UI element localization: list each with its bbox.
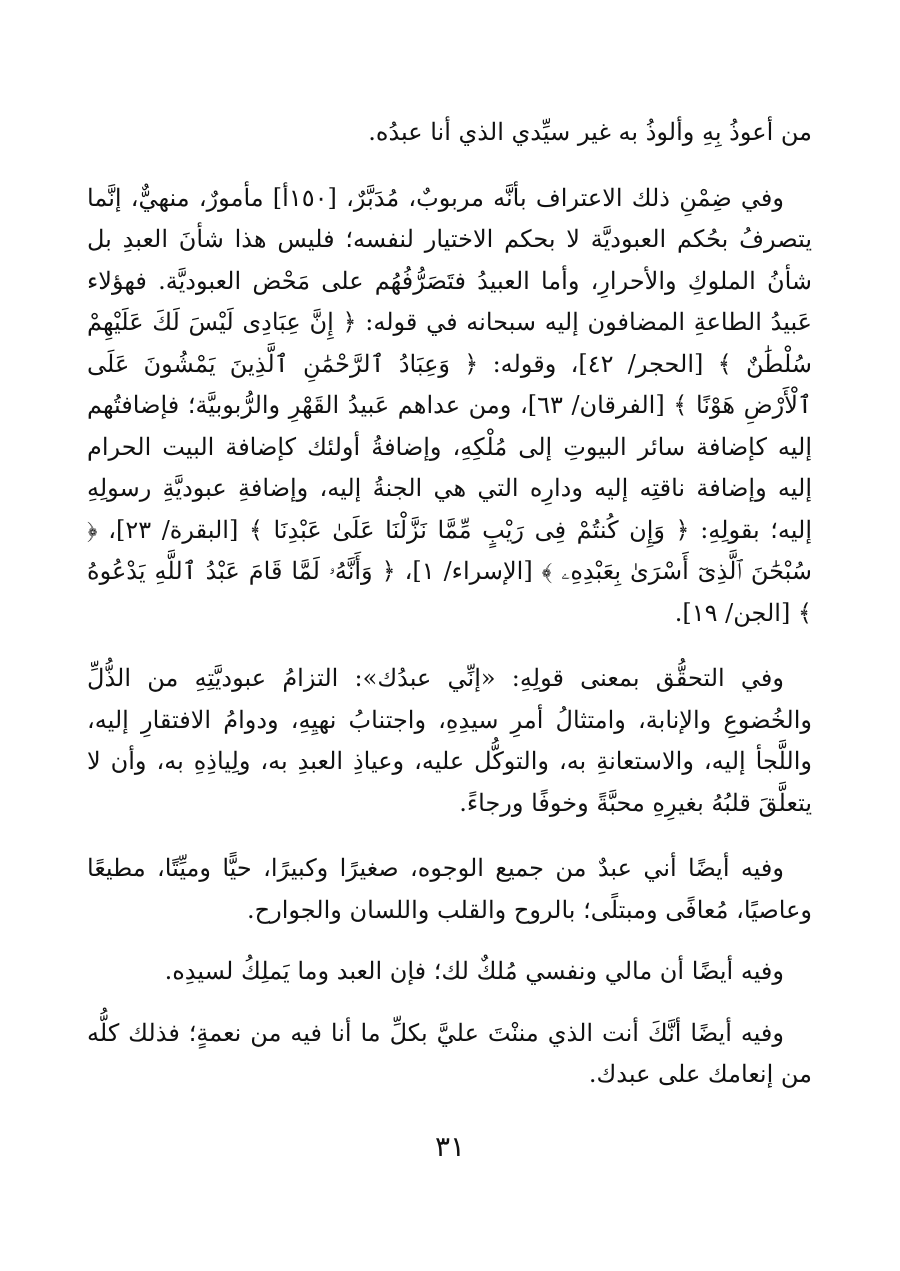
paragraph-1: من أعوذُ بِهِ وألوذُ به غير سيِّدي الذي أنا عبدُه. [368,118,812,146]
page-number: ٣١ [434,1130,466,1163]
paragraph-3: وفي التحقُّق بمعنى قولِهِ: «إنِّي عبدُك»: التزامُ عبوديَّتِهِ من الذُّلِّ والخُضوعِ والإنابة، وامتثالُ أمرِ سيدِهِ، واجتنابُ نهيِهِ، ودوامُ الافتقارِ إليه، واللَّجأ إليه، والاستعانةِ به، والتوكُّل عليه، وعياذِ العبدِ به، ولِياذِهِ به، وأن لا يتعلَّقَ قلبُهُ بغيرِهِ محبَّةً وخوفًا ورجاءً. [87,664,812,817]
paragraph-4: وفيه أيضًا أني عبدٌ من جميع الوجوه، صغيرًا وكبيرًا، حيًّا وميِّتًا، مطيعًا وعاصيًا، مُعافًى ومبتلًى؛ بالروح والقلب واللسان والجوارح. [87,854,812,924]
paragraph-2: وفي ضِمْنِ ذلك الاعتراف بأنَّه مربوبٌ، مُدَبَّرٌ، [١٥٠أ] مأمورٌ، منهيٌّ، إنَّما يتصرفُ بحُكم العبوديَّة لا بحكم الاختيار لنفسه؛ فليس هذا شأنَ العبدِ بل شأنُ الملوكِ والأحرارِ، وأما العبيدُ فتَصَرُّفُهُم على مَحْض العبوديَّة. فهؤلاء عَبيدُ الطاعةِ المضافون إليه سبحانه في قوله: ﴿ إِنَّ عِبَادِى لَيْسَ لَكَ عَلَيْهِمْ سُلْطَٰنٌ ﴾ [الحجر/ ٤٢]، وقوله: ﴿ وَعِبَادُ ٱلرَّحْمَٰنِ ٱلَّذِينَ يَمْشُونَ عَلَى ٱلْأَرْضِ هَوْنًا ﴾ [الفرقان/ ٦٣]، ومن عداهم عَبيدُ القَهْرِ والرُّبوبيَّة؛ فإضافتُهم إليه كإضافة سائر البيوتِ إلى مُلْكِهِ، وإضافةُ أولئك كإضافة البيت الحرام إليه وإضافة ناقتِه إليه ودارِه التي هي الجنةُ إليه، وإضافةِ عبوديَّةِ رسولِهِ إليه؛ بقولِهِ: ﴿ وَإِن كُنتُمْ فِى رَيْبٍ مِّمَّا نَزَّلْنَا عَلَىٰ عَبْدِنَا ﴾ [البقرة/ ٢٣]، ﴿ سُبْحَٰنَ ٱلَّذِىٓ أَسْرَىٰ بِعَبْدِهِۦ ﴾ [الإسراء/ ١]، ﴿ وَأَنَّهُۥ لَمَّا قَامَ عَبْدُ ٱللَّهِ يَدْعُوهُ ﴾ [الجن/ ١٩]. [87,183,813,627]
page-body [87,112,812,1113]
paragraph-5: وفيه أيضًا أن مالي ونفسي مُلكٌ لك؛ فإن العبد وما يَملِكُ لسيدِه. [164,957,784,985]
paragraph-6: وفيه أيضًا أنَّكَ أنت الذي مننْتَ عليَّ بكلِّ ما أنا فيه من نعمةٍ؛ فذلك كلُّه من إنعامك على عبدك. [87,1018,812,1088]
